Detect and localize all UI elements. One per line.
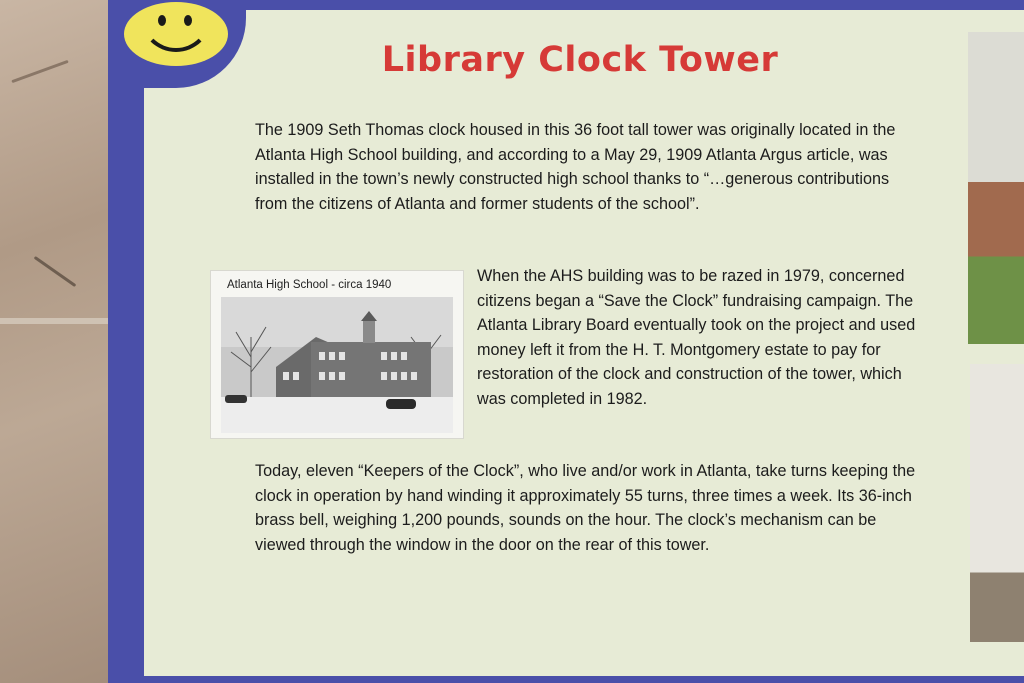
smiley-mouth xyxy=(140,16,212,52)
paragraph-history: The 1909 Seth Thomas clock housed in this 36 foot tall tower was originally located in the Atlanta High School building, and according to a May 29, 1909 Atlanta Argus article, was installed in the town’s newly constructed high school thanks to “…generous contributions from the citizens of Atlanta and former students of the school”. xyxy=(255,121,896,213)
paragraph-save-the-clock: When the AHS building was to be razed in 1979, concerned citizens began a “Save the Clock” fundraising campaign. The Atlanta Library Board eventually took on the project and used money left it from the H. T. Montgomery estate to pay for restoration of the clock and construction of the tower, which was completed in 1982. xyxy=(477,267,916,408)
historic-photo xyxy=(211,271,463,438)
school-building-photo xyxy=(221,297,453,433)
stone-seam xyxy=(0,318,112,324)
stone-wall xyxy=(0,0,112,683)
sign-title: Library Clock Tower xyxy=(381,40,779,80)
side-photo-street xyxy=(970,364,1024,642)
photo-caption: Atlanta High School - circa 1940 xyxy=(227,279,392,291)
smiley-face-icon xyxy=(124,2,228,66)
paragraph-keepers: Today, eleven “Keepers of the Clock”, who live and/or work in Atlanta, take turns keeping the clock in operation by hand winding it approximately 55 turns, three times a week. Its 36-inch brass bell, weighing 1,200 pounds, sounds on the hour. The clock’s mechanism can be viewed through the window in the door on the rear of this tower. xyxy=(255,462,916,554)
side-photo-building xyxy=(968,32,1024,344)
